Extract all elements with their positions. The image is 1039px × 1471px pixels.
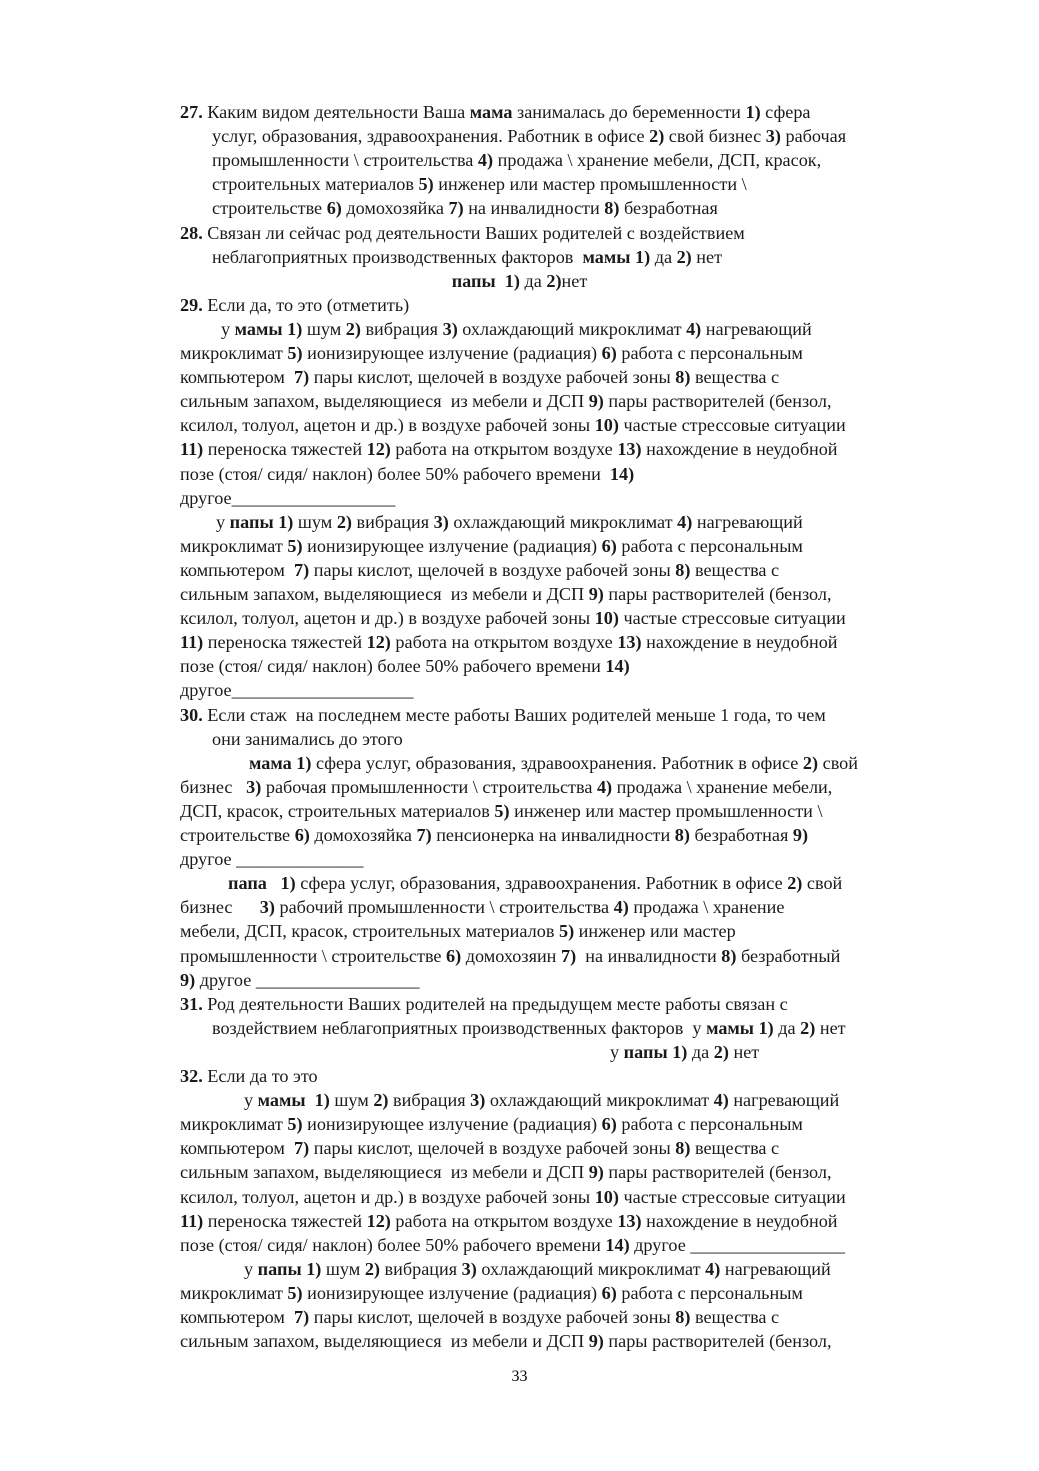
bold-text: 5) <box>287 1114 303 1135</box>
text-line <box>180 968 420 992</box>
text: шум <box>321 1258 365 1279</box>
bold-text: 1) <box>745 102 761 122</box>
text: переноска тяжестей <box>203 439 367 460</box>
text: услуг, образования, здравоохранения. Работник в офисе <box>212 126 650 147</box>
bold-text: 7) <box>294 1138 310 1159</box>
text-line <box>180 341 803 365</box>
bold-text: 13) <box>617 632 642 653</box>
text: вибрация <box>379 1258 462 1279</box>
bold-text: 30. <box>180 704 208 725</box>
text-line <box>0 269 1039 293</box>
bold-text: 13) <box>617 439 642 460</box>
text: пары кислот, щелочей в воздухе рабочей зоны <box>309 1138 676 1159</box>
text: микроклимат <box>180 1114 288 1135</box>
bold-text: мама <box>469 102 513 122</box>
bold-text: 8) <box>675 1307 691 1327</box>
text: переноска тяжестей <box>203 632 367 653</box>
text: бизнес <box>180 897 260 918</box>
text-line <box>244 1257 831 1281</box>
text-line <box>180 534 803 558</box>
text-line <box>212 1016 846 1040</box>
bold-text: папы 1) <box>451 270 520 291</box>
text: частые стрессовые ситуации <box>618 1186 846 1207</box>
bold-text: 10) <box>594 608 619 629</box>
text: да <box>773 1017 801 1038</box>
bold-text: 3) <box>765 126 781 147</box>
bold-text: 2) <box>546 270 562 291</box>
bold-text: 6) <box>326 198 342 219</box>
text-line <box>180 1233 845 1257</box>
bold-text: 7) <box>294 559 310 580</box>
text: пары растворителей (бензол, <box>603 1331 832 1352</box>
text: Род деятельности Ваших родителей на предыдущем месте работы связан с <box>207 993 788 1014</box>
text: пары растворителей (бензол, <box>603 1162 832 1183</box>
text: сильным запахом, выделяющиеся из мебели и ДСП <box>180 1331 589 1352</box>
text: на инвалидности <box>576 945 722 966</box>
bold-text: 3) <box>461 1258 477 1279</box>
text-line <box>180 654 630 678</box>
text: инженер или мастер промышленности \ <box>433 174 747 195</box>
text: ионизирующее излучение (радиация) <box>302 1282 602 1303</box>
text: у <box>216 511 230 532</box>
text: свой <box>818 752 858 773</box>
bold-text: 4) <box>705 1258 721 1279</box>
text: работа с персональным <box>616 1114 803 1135</box>
text: безработная <box>619 198 718 219</box>
text: шум <box>293 511 337 532</box>
bold-text: 5) <box>418 174 434 195</box>
text: строительстве <box>212 198 327 219</box>
bold-text: 9) <box>588 1162 604 1183</box>
text: свой <box>802 873 843 894</box>
text: у <box>221 318 235 339</box>
text: неблагоприятных производственных факторов <box>212 246 583 267</box>
bold-text: 4) <box>713 1090 729 1111</box>
text: ксилол, толуол, ацетон и др.) в воздухе рабочей зоны <box>180 415 595 436</box>
text: строительстве <box>180 825 295 845</box>
bold-text: мамы 1) <box>706 1017 774 1038</box>
bold-text: 6) <box>601 343 617 363</box>
bold-text: 5) <box>287 535 303 556</box>
text: другое __________________ <box>195 969 420 990</box>
text: пары кислот, щелочей в воздухе рабочей зоны <box>309 367 676 388</box>
bold-text: 28. <box>180 222 208 243</box>
text-line <box>216 510 803 534</box>
text: занималась до беременности <box>512 102 746 122</box>
bold-text: 11) <box>180 632 204 653</box>
bold-text: 7) <box>416 825 432 845</box>
bold-text: 7) <box>294 367 310 388</box>
text: пары растворителей (бензол, <box>603 391 832 412</box>
text-line <box>180 1064 318 1088</box>
text: вещества с <box>690 1138 780 1159</box>
text-line <box>180 1209 838 1233</box>
text: Каким видом деятельности Ваша <box>207 102 470 122</box>
text: домохозяйка <box>341 198 449 219</box>
bold-text: 2) <box>649 126 665 147</box>
text-line <box>180 1305 779 1329</box>
text: охлаждающий микроклимат <box>448 511 678 532</box>
text: безработная <box>689 825 793 845</box>
text: у <box>610 1041 624 1062</box>
text: вибрация <box>351 511 434 532</box>
text: пары растворителей (бензол, <box>603 584 832 604</box>
text: работа на открытом воздухе <box>390 1210 618 1231</box>
bold-text: 3) <box>442 318 458 339</box>
bold-text: 6) <box>601 1114 617 1135</box>
bold-text: 31. <box>180 993 208 1014</box>
text: промышленности \ строительства <box>212 150 478 171</box>
bold-text: 2) <box>336 511 352 532</box>
text: компьютером <box>180 1138 295 1159</box>
text: у <box>244 1258 258 1279</box>
text-line <box>180 992 788 1016</box>
bold-text: 4) <box>596 776 613 797</box>
bold-text: 2) <box>373 1090 389 1111</box>
text: сфера услуг, образования, здравоохранения. Работник в офисе <box>311 752 803 773</box>
text: микроклимат <box>180 535 288 556</box>
text: нагревающий <box>728 1090 840 1111</box>
text-line <box>221 317 812 341</box>
bold-text: 6) <box>601 1282 617 1303</box>
bold-text: 9) <box>792 825 809 845</box>
page-number: 33 <box>511 1368 528 1385</box>
text: Если стаж на последнем месте работы Ваших родителей меньше 1 года, то чем <box>207 704 826 725</box>
text: инженер или мастер <box>574 921 736 942</box>
text: промышленности \ строительстве <box>180 945 447 966</box>
text: бизнес <box>180 776 247 797</box>
text: другое__________________ <box>180 487 396 508</box>
text: микроклимат <box>180 1282 288 1303</box>
text: инженер или мастер промышленности \ <box>509 800 823 821</box>
bold-text: 13) <box>617 1210 642 1231</box>
bold-text: 4) <box>677 511 693 532</box>
bold-text: 11) <box>180 1210 204 1231</box>
bold-text: 27. <box>180 102 208 122</box>
text: безработный <box>736 945 841 966</box>
text: работа с персональным <box>616 1282 803 1303</box>
text: да <box>519 270 547 291</box>
text: сфера <box>760 102 811 122</box>
bold-text: папы 1) <box>623 1041 688 1062</box>
bold-text: 4) <box>477 150 494 171</box>
text: они занимались до этого <box>212 728 403 749</box>
text: ионизирующее излучение (радиация) <box>302 1114 602 1135</box>
bold-text: 9) <box>180 969 196 990</box>
text: охлаждающий микроклимат <box>485 1090 714 1111</box>
text: работа с персональным <box>616 343 803 363</box>
text: свой бизнес <box>664 126 766 147</box>
text: нет <box>561 270 588 291</box>
text: ксилол, толуол, ацетон и др.) в воздухе рабочей зоны <box>180 1186 595 1207</box>
text: шум <box>302 318 346 339</box>
text: нет <box>815 1017 846 1038</box>
text: работа на открытом воздухе <box>390 439 618 460</box>
bold-text: мамы 1) <box>234 318 303 339</box>
text: переноска тяжестей <box>203 1210 367 1231</box>
text-line <box>180 775 832 799</box>
bold-text: 2) <box>800 1017 816 1038</box>
text-line <box>180 462 634 486</box>
text-line <box>180 678 413 702</box>
text: ионизирующее излучение (радиация) <box>302 535 602 556</box>
text: охлаждающий микроклимат <box>476 1258 706 1279</box>
text: домохозяйка <box>309 825 417 845</box>
bold-text: 10) <box>594 1186 619 1207</box>
bold-text: 7) <box>448 198 464 219</box>
text-line <box>180 293 409 317</box>
text-line <box>180 799 823 823</box>
bold-text: 4) <box>686 318 702 339</box>
text-line <box>180 1281 803 1305</box>
text-line <box>180 221 745 245</box>
text-line <box>212 196 718 220</box>
text-line <box>180 558 779 582</box>
text: на инвалидности <box>463 198 605 219</box>
text-line <box>180 823 808 847</box>
text: вещества с <box>690 367 780 388</box>
text: Если да то это <box>207 1066 318 1086</box>
text: нахождение в неудобной <box>641 632 838 653</box>
text: вибрация <box>388 1090 471 1111</box>
bold-text: 7) <box>560 945 577 966</box>
text-line <box>180 1112 803 1136</box>
text: другое____________________ <box>180 680 414 701</box>
bold-text: 11) <box>180 439 204 460</box>
text-line <box>180 389 832 413</box>
text: домохозяин <box>461 945 561 966</box>
text: ионизирующее излучение (радиация) <box>302 343 602 363</box>
bold-text: мамы 1) <box>257 1090 330 1111</box>
bold-text: 2) <box>364 1258 380 1279</box>
bold-text: 3) <box>433 511 449 532</box>
text-line <box>212 727 403 751</box>
text: нагревающий <box>720 1258 831 1279</box>
text: Если да, то это (отметить) <box>207 294 410 315</box>
bold-text: 29. <box>180 294 208 315</box>
bold-text: 6) <box>601 535 617 556</box>
bold-text: 9) <box>588 584 604 604</box>
text: позе (стоя/ сидя/ наклон) более 50% рабочего времени <box>180 463 610 484</box>
bold-text: 14) <box>609 463 635 484</box>
text-line <box>180 365 779 389</box>
text: у <box>244 1090 258 1111</box>
text: микроклимат <box>180 343 288 363</box>
text-line <box>180 895 784 919</box>
text: мебели, ДСП, красок, строительных материалов <box>180 921 559 942</box>
text: сфера услуг, образования, здравоохранения. Работник в офисе <box>295 873 788 894</box>
bold-text: 7) <box>294 1307 310 1327</box>
text-line <box>244 1088 839 1112</box>
text-line <box>180 582 832 606</box>
bold-text: папы 1) <box>229 511 294 532</box>
bold-text: 3) <box>246 776 262 797</box>
text: сильным запахом, выделяющиеся из мебели и ДСП <box>180 391 589 412</box>
bold-text: 14) <box>605 1234 630 1255</box>
text-line <box>180 486 395 510</box>
text: частые стрессовые ситуации <box>618 608 846 629</box>
text-line <box>180 944 840 968</box>
text: нет <box>691 246 723 267</box>
text: ксилол, толуол, ацетон и др.) в воздухе рабочей зоны <box>180 608 595 629</box>
text: вещества с <box>690 559 780 580</box>
text: вибрация <box>360 318 443 339</box>
bold-text: 14) <box>605 656 630 677</box>
bold-text: 8) <box>604 198 620 219</box>
bold-text: 3) <box>470 1090 486 1111</box>
bold-text: 5) <box>287 1282 303 1303</box>
bold-text: 5) <box>558 921 575 942</box>
text: компьютером <box>180 1307 295 1327</box>
text-line <box>180 630 838 654</box>
text-line <box>212 172 747 196</box>
text-line <box>249 751 858 775</box>
text-line <box>180 100 811 124</box>
bold-text: 4) <box>613 897 629 918</box>
bold-text: папа 1) <box>228 873 296 894</box>
text: работа с персональным <box>616 535 803 556</box>
text: нет <box>728 1041 760 1062</box>
bold-text: 6) <box>446 945 462 966</box>
text: нагревающий <box>701 318 812 339</box>
text-line <box>180 413 846 437</box>
text: сильным запахом, выделяющиеся из мебели и ДСП <box>180 1162 589 1183</box>
text: другое ______________ <box>180 849 364 870</box>
bold-text: 10) <box>594 415 619 436</box>
bold-text: 2) <box>802 752 819 773</box>
text: продажа \ хранение <box>628 897 785 918</box>
text-line <box>180 437 838 461</box>
text-line <box>212 148 821 172</box>
text-line <box>610 1040 759 1064</box>
text-line <box>180 847 363 871</box>
bold-text: 8) <box>721 945 737 966</box>
bold-text: 12) <box>366 632 391 653</box>
text: нагревающий <box>692 511 803 532</box>
bold-text: мама 1) <box>249 752 312 773</box>
bold-text: 9) <box>588 391 604 412</box>
text: нахождение в неудобной <box>641 1210 838 1231</box>
text: другое _________________ <box>629 1234 845 1255</box>
bold-text: 8) <box>675 367 691 388</box>
bold-text: 5) <box>494 800 510 821</box>
text: частые стрессовые ситуации <box>618 415 846 436</box>
bold-text: 12) <box>366 439 391 460</box>
text: продажа \ хранение мебели, <box>612 776 833 797</box>
text: рабочая промышленности \ строительства <box>261 776 597 797</box>
text: работа на открытом воздухе <box>390 632 618 653</box>
bold-text: папы 1) <box>257 1258 322 1279</box>
text: позе (стоя/ сидя/ наклон) более 50% рабочего времени <box>180 656 606 677</box>
bold-text: 8) <box>674 825 690 845</box>
bold-text: 2) <box>345 318 361 339</box>
text-line <box>212 124 846 148</box>
text: сильным запахом, выделяющиеся из мебели и ДСП <box>180 584 589 604</box>
text: охлаждающий микроклимат <box>457 318 687 339</box>
bold-text: 2) <box>713 1041 729 1062</box>
text: строительных материалов <box>212 174 419 195</box>
text: рабочая <box>780 126 847 147</box>
bold-text: 32. <box>180 1066 208 1086</box>
text: рабочий промышленности \ строительства <box>274 897 614 918</box>
text: пенсионерка на инвалидности <box>431 825 675 845</box>
bold-text: 6) <box>294 825 310 845</box>
text: Связан ли сейчас род деятельности Ваших родителей с воздействием <box>207 222 745 243</box>
text-line <box>180 1160 832 1184</box>
bold-text: 5) <box>287 343 303 363</box>
text: да <box>650 246 677 267</box>
text: вещества с <box>690 1307 780 1327</box>
bold-text: 9) <box>588 1331 604 1352</box>
text: ДСП, красок, строительных материалов <box>180 800 495 821</box>
bold-text: 2) <box>787 873 803 894</box>
text: воздействием неблагоприятных производственных факторов у <box>212 1017 707 1038</box>
text: пары кислот, щелочей в воздухе рабочей зоны <box>309 559 676 580</box>
text-line <box>180 919 736 943</box>
text: нахождение в неудобной <box>641 439 838 460</box>
text-line <box>180 606 846 630</box>
text-line <box>228 871 842 895</box>
bold-text: 8) <box>675 559 691 580</box>
text: пары кислот, щелочей в воздухе рабочей зоны <box>309 1307 676 1327</box>
text-line <box>180 1185 846 1209</box>
bold-text: 2) <box>676 246 692 267</box>
bold-text: 12) <box>366 1210 391 1231</box>
text: да <box>687 1041 714 1062</box>
bold-text: 8) <box>675 1138 691 1159</box>
text: компьютером <box>180 367 295 388</box>
text: компьютером <box>180 559 295 580</box>
bold-text: 3) <box>259 897 275 918</box>
text-line <box>212 245 722 269</box>
text: продажа \ хранение мебели, ДСП, красок, <box>493 150 822 171</box>
text-line <box>180 703 826 727</box>
text-line <box>180 1329 832 1353</box>
text-line <box>180 1136 779 1160</box>
text: позе (стоя/ сидя/ наклон) более 50% рабочего времени <box>180 1234 606 1255</box>
bold-text: мамы 1) <box>582 246 651 267</box>
text: шум <box>329 1090 374 1111</box>
